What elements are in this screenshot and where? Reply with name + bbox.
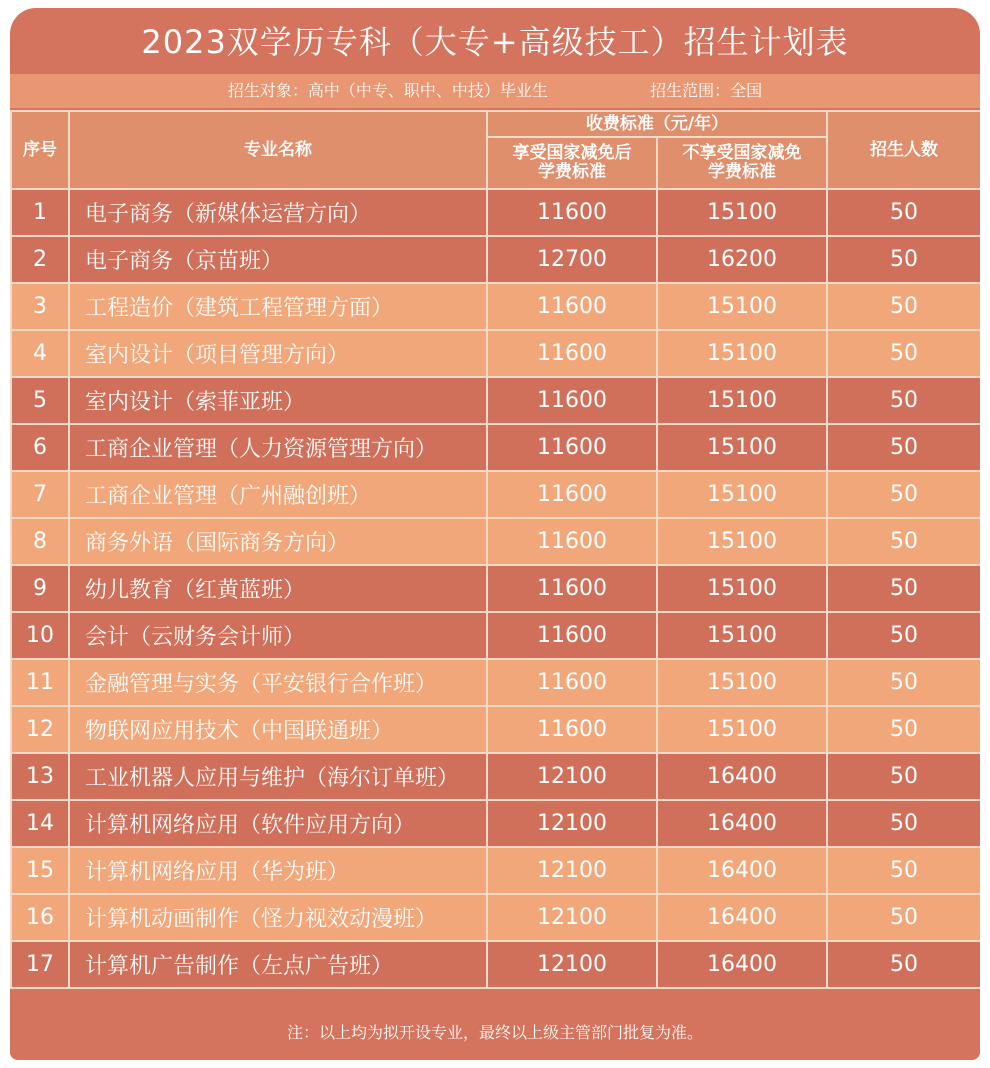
table-row xyxy=(11,800,980,847)
row-fee-reduced: 11600 xyxy=(487,189,657,236)
table-row xyxy=(11,659,980,706)
row-quota: 50 xyxy=(827,518,980,565)
row-fee-reduced: 11600 xyxy=(487,471,657,518)
enrollment-target: 招生对象：高中（中专、职中、中技）毕业生 xyxy=(227,81,548,100)
page-title: 2023双学历专科（大专+高级技工）招生计划表 xyxy=(141,23,849,61)
header-fee-full-label: 不享受国家减免学费标准 xyxy=(682,143,802,182)
row-major: 会计（云财务会计师） xyxy=(69,612,487,659)
row-quota: 50 xyxy=(827,424,980,471)
table-row xyxy=(11,189,980,236)
row-fee-reduced: 11600 xyxy=(487,565,657,612)
row-seq: 8 xyxy=(11,518,69,565)
row-fee-full: 15100 xyxy=(657,377,827,424)
row-seq: 13 xyxy=(11,753,69,800)
row-seq: 6 xyxy=(11,424,69,471)
table-row xyxy=(11,377,980,424)
table-row xyxy=(11,518,980,565)
row-fee-full: 15100 xyxy=(657,518,827,565)
row-quota: 50 xyxy=(827,189,980,236)
row-major: 计算机网络应用（华为班） xyxy=(69,847,487,894)
row-quota: 50 xyxy=(827,471,980,518)
row-fee-reduced: 11600 xyxy=(487,612,657,659)
header-fee-reduced-label: 享受国家减免后学费标准 xyxy=(512,143,632,182)
row-fee-full: 15100 xyxy=(657,424,827,471)
table-row xyxy=(11,753,980,800)
row-fee-reduced: 12100 xyxy=(487,941,657,988)
row-quota: 50 xyxy=(827,847,980,894)
row-fee-reduced: 12100 xyxy=(487,753,657,800)
table-row xyxy=(11,894,980,941)
table-row xyxy=(11,471,980,518)
row-major: 计算机网络应用（软件应用方向） xyxy=(69,800,487,847)
row-fee-reduced: 12100 xyxy=(487,847,657,894)
row-seq: 10 xyxy=(11,612,69,659)
row-fee-reduced: 11600 xyxy=(487,424,657,471)
row-seq: 5 xyxy=(11,377,69,424)
row-major: 工程造价（建筑工程管理方面） xyxy=(69,283,487,330)
table-row xyxy=(11,424,980,471)
header-quota: 招生人数 xyxy=(827,111,980,189)
row-fee-reduced: 12100 xyxy=(487,894,657,941)
row-quota: 50 xyxy=(827,283,980,330)
enrollment-table xyxy=(10,110,980,989)
row-major: 物联网应用技术（中国联通班） xyxy=(69,706,487,753)
row-fee-reduced: 11600 xyxy=(487,330,657,377)
enrollment-range: 招生范围：全国 xyxy=(650,81,763,100)
row-seq: 16 xyxy=(11,894,69,941)
row-quota: 50 xyxy=(827,706,980,753)
row-seq: 2 xyxy=(11,236,69,283)
enrollment-info-bar xyxy=(10,74,980,108)
table-row xyxy=(11,941,980,988)
table-body xyxy=(11,189,980,988)
row-quota: 50 xyxy=(827,377,980,424)
row-quota: 50 xyxy=(827,941,980,988)
row-seq: 12 xyxy=(11,706,69,753)
header-seq: 序号 xyxy=(11,111,69,189)
row-fee-full: 15100 xyxy=(657,189,827,236)
row-fee-full: 16200 xyxy=(657,236,827,283)
row-fee-full: 15100 xyxy=(657,330,827,377)
row-quota: 50 xyxy=(827,565,980,612)
row-fee-full: 15100 xyxy=(657,612,827,659)
row-fee-full: 15100 xyxy=(657,659,827,706)
table-row xyxy=(11,330,980,377)
row-fee-full: 16400 xyxy=(657,800,827,847)
row-major: 电子商务（京苗班） xyxy=(69,236,487,283)
row-fee-full: 16400 xyxy=(657,941,827,988)
row-seq: 7 xyxy=(11,471,69,518)
row-seq: 1 xyxy=(11,189,69,236)
row-fee-reduced: 12100 xyxy=(487,800,657,847)
row-major: 室内设计（索菲亚班） xyxy=(69,377,487,424)
row-fee-reduced: 11600 xyxy=(487,706,657,753)
row-seq: 14 xyxy=(11,800,69,847)
row-fee-reduced: 12700 xyxy=(487,236,657,283)
row-quota: 50 xyxy=(827,659,980,706)
row-fee-reduced: 11600 xyxy=(487,377,657,424)
row-fee-reduced: 11600 xyxy=(487,283,657,330)
header-fee: 收费标准（元/年） xyxy=(487,111,827,137)
header-fee-full xyxy=(657,137,827,189)
row-major: 幼儿教育（红黄蓝班） xyxy=(69,565,487,612)
table-row xyxy=(11,236,980,283)
table-row xyxy=(11,565,980,612)
row-fee-full: 16400 xyxy=(657,847,827,894)
row-fee-reduced: 11600 xyxy=(487,518,657,565)
row-quota: 50 xyxy=(827,236,980,283)
row-major: 计算机广告制作（左点广告班） xyxy=(69,941,487,988)
row-major: 商务外语（国际商务方向） xyxy=(69,518,487,565)
row-major: 金融管理与实务（平安银行合作班） xyxy=(69,659,487,706)
row-seq: 17 xyxy=(11,941,69,988)
row-quota: 50 xyxy=(827,894,980,941)
row-fee-reduced: 11600 xyxy=(487,659,657,706)
header-major: 专业名称 xyxy=(69,111,487,189)
footnote: 注：以上均为拟开设专业，最终以上级主管部门批复为准。 xyxy=(10,1010,980,1060)
table-row xyxy=(11,847,980,894)
row-fee-full: 15100 xyxy=(657,706,827,753)
row-major: 工业机器人应用与维护（海尔订单班） xyxy=(69,753,487,800)
row-seq: 3 xyxy=(11,283,69,330)
row-quota: 50 xyxy=(827,753,980,800)
table-header xyxy=(11,111,980,189)
table-row xyxy=(11,283,980,330)
row-major: 电子商务（新媒体运营方向） xyxy=(69,189,487,236)
row-seq: 4 xyxy=(11,330,69,377)
row-major: 工商企业管理（人力资源管理方向） xyxy=(69,424,487,471)
row-fee-full: 16400 xyxy=(657,753,827,800)
table-row xyxy=(11,612,980,659)
row-major: 计算机动画制作（怪力视效动漫班） xyxy=(69,894,487,941)
row-quota: 50 xyxy=(827,612,980,659)
row-major: 工商企业管理（广州融创班） xyxy=(69,471,487,518)
row-seq: 9 xyxy=(11,565,69,612)
row-fee-full: 15100 xyxy=(657,565,827,612)
table-row xyxy=(11,706,980,753)
row-seq: 15 xyxy=(11,847,69,894)
header-fee-reduced xyxy=(487,137,657,189)
enrollment-plan-card xyxy=(10,8,980,1060)
row-fee-full: 16400 xyxy=(657,894,827,941)
row-seq: 11 xyxy=(11,659,69,706)
row-fee-full: 15100 xyxy=(657,471,827,518)
row-quota: 50 xyxy=(827,330,980,377)
row-fee-full: 15100 xyxy=(657,283,827,330)
row-major: 室内设计（项目管理方向） xyxy=(69,330,487,377)
row-quota: 50 xyxy=(827,800,980,847)
